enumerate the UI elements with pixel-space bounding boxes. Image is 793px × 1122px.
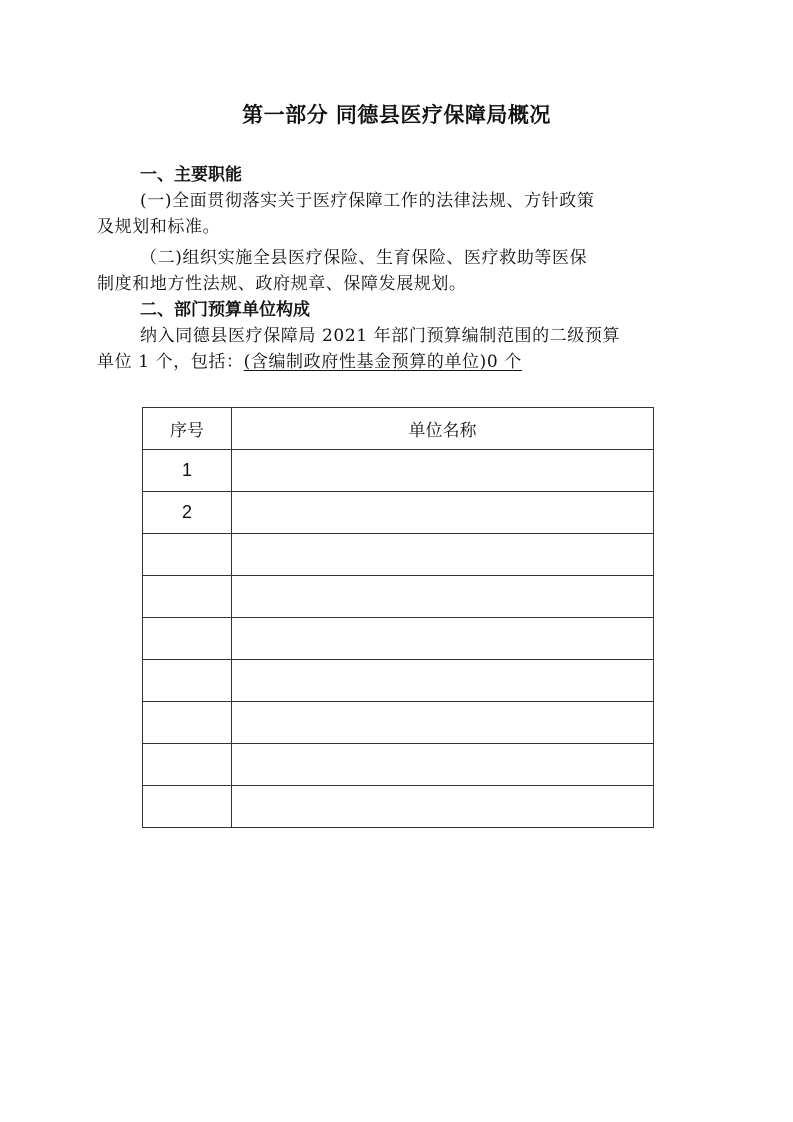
cell-seq: 1: [143, 450, 232, 492]
functions-paragraph-2-line-1: （二)组织实施全县医疗保险、生育保险、医疗救助等医保: [140, 248, 588, 268]
fund-units-underlined-text: (含编制政府性基金预算的单位)0 个: [243, 352, 522, 372]
cell-unit-name: [232, 660, 654, 702]
table-row: [143, 576, 654, 618]
section-heading-functions: 一、主要职能: [140, 165, 242, 185]
table-row: [143, 492, 654, 534]
cell-unit-name: [232, 744, 654, 786]
budget-units-table: [142, 407, 654, 828]
functions-paragraph-1-line-1: (一)全面贯彻落实关于医疗保障工作的法律法规、方针政策: [140, 191, 595, 211]
units-paragraph-line-1: 纳入同德县医疗保障局 2021 年部门预算编制范围的二级预算: [140, 326, 621, 346]
cell-seq: [143, 534, 232, 576]
cell-seq: [143, 576, 232, 618]
table-row: [143, 786, 654, 828]
cell-unit-name: [232, 534, 654, 576]
page-title: 第一部分 同德县医疗保障局概况: [242, 103, 551, 127]
table-row: [143, 744, 654, 786]
cell-seq: 2: [143, 492, 232, 534]
table-row: [143, 660, 654, 702]
table-row: [143, 450, 654, 492]
cell-seq: [143, 786, 232, 828]
cell-unit-name: [232, 618, 654, 660]
cell-unit-name: [232, 492, 654, 534]
table-header-row: [143, 408, 654, 450]
cell-unit-name: [232, 576, 654, 618]
functions-paragraph-1-line-2: 及规划和标准。: [97, 217, 221, 237]
header-unit-name: 单位名称: [232, 408, 654, 450]
functions-paragraph-2-line-2: 制度和地方性法规、政府规章、保障发展规划。: [97, 274, 467, 294]
cell-seq: [143, 660, 232, 702]
cell-seq: [143, 618, 232, 660]
header-seq: 序号: [143, 408, 232, 450]
cell-unit-name: [232, 786, 654, 828]
cell-unit-name: [232, 450, 654, 492]
cell-unit-name: [232, 702, 654, 744]
units-count-text: 单位 1 个，包括：: [97, 352, 244, 372]
units-paragraph-line-2: [97, 349, 522, 375]
cell-seq: [143, 702, 232, 744]
table-row: [143, 618, 654, 660]
section-heading-units: 二、部门预算单位构成: [140, 300, 310, 320]
table-row: [143, 702, 654, 744]
cell-seq: [143, 744, 232, 786]
table-row: [143, 534, 654, 576]
